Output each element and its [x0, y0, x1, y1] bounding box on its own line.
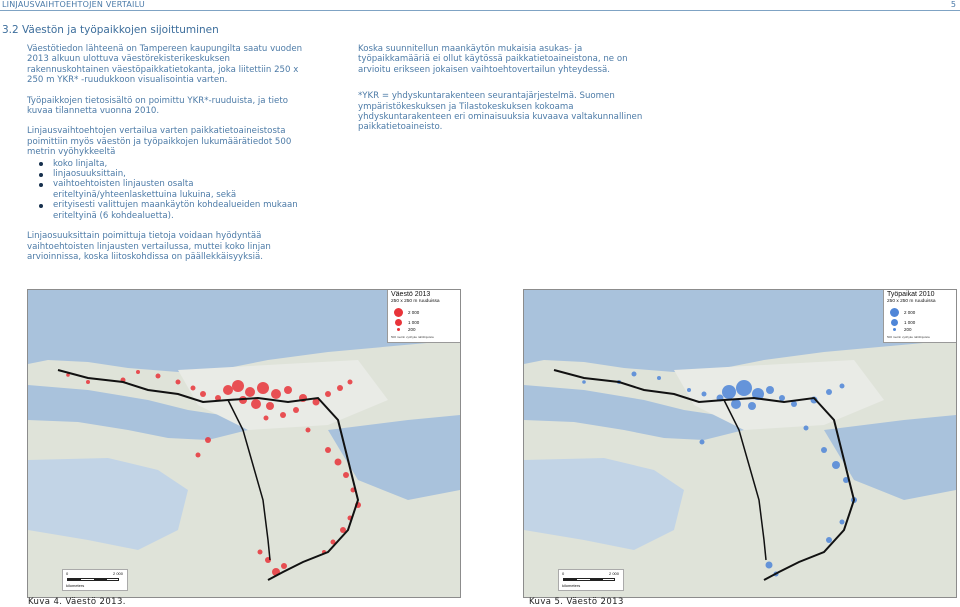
paragraph-population-source: Väestötiedon lähteenä on Tampereen kaupungilta saatu vuoden 2013 alkuun ulottuva väestörekisterikeskuksen rakennuskohtainen väestöpaikkatietokanta, joka liitettiin 250 x 250 m YKR* -ruudukkoon visualisointia varten. [27, 44, 303, 86]
scale-unit: kilometers [562, 583, 581, 588]
paragraph-workplace-source: Työpaikkojen tietosisältö on poimittu YKR*-ruuduista, ja tieto kuvaa tilannetta vuonna 2010. [27, 95, 288, 117]
figure-caption: Kuva 5. Väestö 2013 [529, 597, 624, 607]
scale-bar [62, 569, 128, 591]
map-legend [883, 290, 956, 343]
paragraph-segment-usage: Linjaosuuksittain poimittuja tietoja voidaan hyödyntää vaihtoehtoisten linjausten vertailussa, muttei koko linjan arvioinnissa, koska liitoskohdissa on päällekkäisyyksiä. [27, 231, 271, 262]
scale-graphic [563, 578, 615, 581]
header-divider [0, 10, 960, 11]
scale-unit: kilometers [66, 583, 85, 588]
map-legend [387, 290, 460, 343]
population-map [27, 289, 461, 598]
footnote-ykr: *YKR = yhdyskuntarakenteen seurantajärjestelmä. Suomen ympäristökeskuksen ja Tilastokeskuksen kokoama yhdyskuntarakenteen eri ominaisuuksia kuvaava valtakunnallinen paikkatietoaineisto. [358, 91, 643, 133]
paragraph-planned-landuse: Koska suunnitellun maankäytön mukaisia asukas- ja työpaikkamääriä ei ollut käytössä paikkatietoaineistona, ne on arvioitu erikseen jokaisen vaihtoehtovertailun yhteydessä. [358, 44, 628, 75]
legend-title: Työpaikat 2010 [887, 291, 935, 298]
legend-dot-small [397, 328, 400, 331]
list-item: erityisesti valittujen maankäytön kohdealueiden mukaan eriteltyinä (6 kohdealuetta). [27, 200, 305, 221]
legend-note: 500 metrin vyöhyke rahtilinjoista [887, 335, 930, 339]
legend-title: Väestö 2013 [391, 291, 431, 298]
figure-caption: Kuva 4. Väestö 2013. [28, 597, 126, 607]
right-column [358, 44, 644, 133]
scale-bar [558, 569, 624, 591]
paragraph-comparison-method: Linjausvaihtoehtojen vertailua varten paikkatietoaineistosta poimittiin myös väestön ja työpaikkojen lukumäärätiedot 500 metrin vyöhykkeeltä [27, 126, 292, 158]
legend-dot-large [394, 308, 403, 317]
legend-dot-medium [395, 319, 402, 326]
document-header-title: LINJAUSVAIHTOEHTOJEN VERTAILU [2, 0, 145, 9]
legend-note: 500 metrin vyöhyke rahtilinjoista [391, 335, 434, 339]
scale-start: 0 [562, 571, 565, 576]
scale-end: 2 000 [609, 571, 620, 576]
legend-subtitle: 250 x 250 m ruuduissa [391, 299, 440, 304]
left-column [27, 44, 305, 262]
section-title: 3.2 Väestön ja työpaikkojen sijoittuminen [2, 24, 219, 36]
lake-south [524, 458, 684, 550]
legend-value: 200 [904, 327, 912, 332]
legend-dot-medium [891, 319, 898, 326]
scale-graphic [67, 578, 119, 581]
workplace-map [523, 289, 957, 598]
list-item: linjaosuuksittain, [27, 169, 305, 179]
list-item: koko linjalta, [27, 159, 305, 169]
legend-value: 2 000 [904, 310, 916, 315]
comparison-bullet-list [27, 159, 305, 221]
legend-value: 2 000 [408, 310, 420, 315]
legend-dot-small [893, 328, 896, 331]
legend-subtitle: 250 x 250 m ruuduissa [887, 299, 936, 304]
legend-value: 1 000 [408, 320, 420, 325]
legend-value: 200 [408, 327, 416, 332]
legend-dot-large [890, 308, 899, 317]
scale-end: 2 000 [113, 571, 124, 576]
lake-south [28, 458, 188, 550]
page-number: 5 [950, 0, 956, 9]
list-item: vaihtoehtoisten linjausten osalta eriteltyinä/yhteenlaskettuina lukuina, sekä [27, 179, 305, 200]
legend-value: 1 000 [904, 320, 916, 325]
scale-start: 0 [66, 571, 69, 576]
